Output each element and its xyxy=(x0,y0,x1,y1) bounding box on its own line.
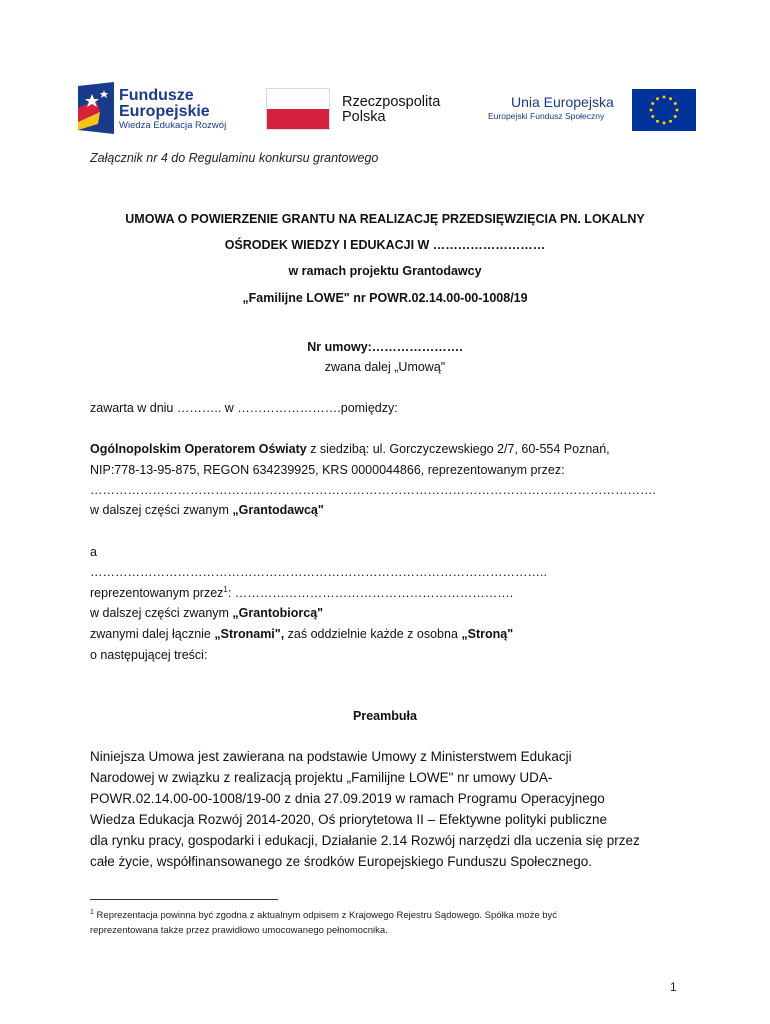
annex-note: Załącznik nr 4 do Regulaminu konkursu grantowego xyxy=(90,151,379,165)
fe-title-line1: Fundusze xyxy=(119,87,194,104)
preamble-line-4: Wiedza Edukacja Rozwój 2014-2020, Oś priorytetowa II – Efektywne polityki publiczne xyxy=(90,812,608,827)
fundusze-europejskie-logo xyxy=(78,82,238,134)
stronami-label: „Stronami", xyxy=(214,627,285,641)
party1-address: z siedzibą: ul. Gorczyczewskiego 2/7, 60-554 Poznań, xyxy=(306,442,610,456)
eu-star-icon xyxy=(669,120,672,123)
pl-name-line1: Rzeczpospolita xyxy=(342,94,441,110)
footnote-mark: 1 xyxy=(90,909,94,916)
eu-star-icon xyxy=(674,102,677,105)
title-line-1: UMOWA O POWIERZENIE GRANTU NA REALIZACJĘ PRZEDSIĘWZIĘCIA PN. LOKALNY xyxy=(125,212,645,226)
eu-star-icon xyxy=(651,115,654,118)
party1-dots: ………………………………………………………………………………………………………………………. xyxy=(90,483,656,497)
title-line-4: „Familijne LOWE" nr POWR.02.14.00-00-1008/19 xyxy=(242,291,528,305)
party2-rep xyxy=(90,585,513,600)
party1-called xyxy=(90,503,324,517)
eu-star-icon xyxy=(650,109,653,112)
title-line-3: w ramach projektu Grantodawcy xyxy=(288,264,482,278)
strona-label: „Stroną" xyxy=(461,627,514,641)
eu-star-icon xyxy=(656,120,659,123)
title-line-2: OŚRODEK WIEDZY I EDUKACJI W ……………………… xyxy=(224,238,546,252)
rzeczpospolita-polska-label xyxy=(342,95,440,125)
efs-label: Europejski Fundusz Społeczny xyxy=(488,111,605,121)
eu-star-icon xyxy=(656,97,659,100)
party2-rep-prefix: reprezentowanym przez xyxy=(90,586,224,601)
eu-star-icon xyxy=(651,102,654,105)
page-number: 1 xyxy=(670,980,677,994)
party2-rep-rest: : …………………………………………………………. xyxy=(227,586,514,601)
polish-flag-icon xyxy=(266,88,330,130)
content-intro: o następującej treści: xyxy=(90,648,208,662)
eu-star-icon xyxy=(676,109,679,112)
party1-called-prefix: w dalszej części zwanym xyxy=(90,503,233,517)
unia-europejska-label: Unia Europejska xyxy=(511,94,614,110)
pl-name-line2: Polska xyxy=(342,109,386,125)
party2-called-prefix: w dalszej części zwanym xyxy=(90,606,233,620)
eu-star-icon xyxy=(663,96,666,99)
grantodawca-label: „Grantodawcą" xyxy=(232,503,324,517)
footnote-line-2: reprezentowana także przez prawidłowo umocowanego pełnomocnika. xyxy=(90,925,388,936)
party2-dots: ……………………………………………………………………………………………….. xyxy=(90,565,547,579)
fe-subtitle: Wiedza Edukacja Rozwój xyxy=(119,120,227,131)
party2-a: a xyxy=(90,545,97,559)
preamble-line-1: Niniejsza Umowa jest zawierana na podstawie Umowy z Ministerstwem Edukacji xyxy=(90,749,572,764)
footnote-text-1: Reprezentacja powinna być zgodna z aktualnym odpisem z Krajowego Rejestru Sądowego. Spółka może być xyxy=(93,910,558,922)
eu-star-icon xyxy=(669,97,672,100)
eu-star-icon xyxy=(663,122,666,125)
footnote-ref: 1 xyxy=(223,585,228,594)
party1-line2: NIP:778-13-95-875, REGON 634239925, KRS 0000044866, reprezentowanym przez: xyxy=(90,463,565,477)
eu-star-icon xyxy=(674,115,677,118)
concluded-line: zawarta w dniu ……….. w …………………….pomiędzy: xyxy=(90,401,398,415)
contract-called: zwana dalej „Umową" xyxy=(324,360,446,374)
preamble-line-2: Narodowej w związku z realizacją projektu „Familijne LOWE" nr umowy UDA- xyxy=(90,770,553,785)
fe-title-line2: Europejskie xyxy=(119,103,210,120)
parties-line xyxy=(90,627,513,641)
footnote-line-1 xyxy=(90,909,557,921)
preamble-title: Preambuła xyxy=(353,709,417,723)
parties-mid: zaś oddzielnie każde z osobna xyxy=(284,627,462,641)
party1-name: Ogólnopolskim Operatorem Oświaty xyxy=(90,442,307,456)
eu-flag-icon xyxy=(632,89,696,131)
parties-prefix: zwanymi dalej łącznie xyxy=(90,627,215,641)
grantobiorca-label: „Grantobiorcą" xyxy=(232,606,324,620)
party2-called xyxy=(90,606,323,620)
footnote-divider xyxy=(90,899,278,900)
fe-star-icon xyxy=(78,82,114,134)
contract-number: Nr umowy:…………………. xyxy=(307,340,463,354)
preamble-line-5: dla rynku pracy, gospodarki i edukacji, Działanie 2.14 Rozwój narzędzi dla uczenia się przez xyxy=(90,833,640,848)
party1-line1 xyxy=(90,442,610,456)
preamble-line-3: POWR.02.14.00-00-1008/19-00 z dnia 27.09.2019 w ramach Programu Operacyjnego xyxy=(90,791,605,806)
preamble-line-6: całe życie, współfinansowanego ze środków Europejskiego Funduszu Społecznego. xyxy=(90,854,593,869)
